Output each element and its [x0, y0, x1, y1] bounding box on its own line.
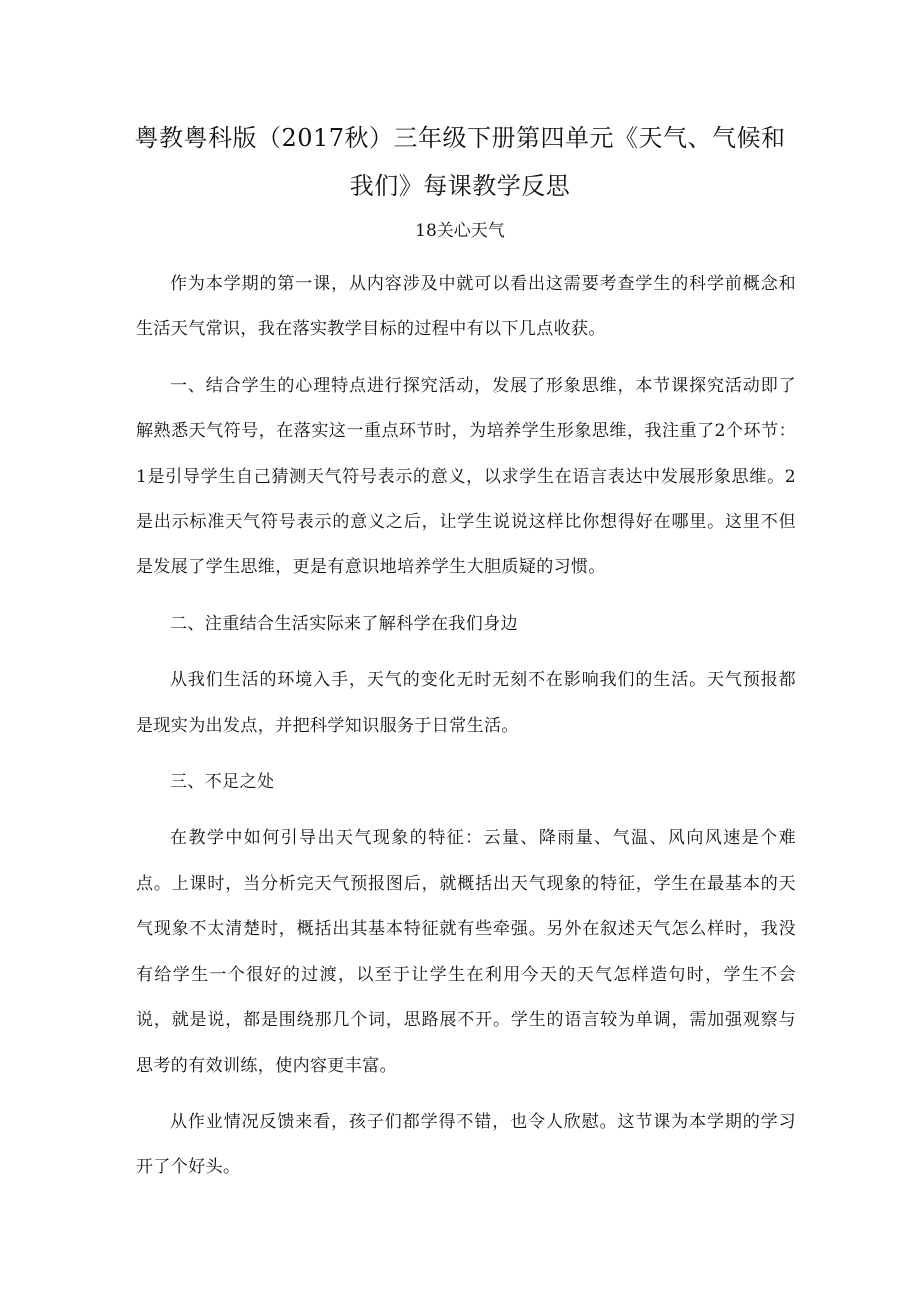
- paragraph-intro: 作为本学期的第一课，从内容涉及中就可以看出这需要考查学生的科学前概念和生活天气常识，我在落实教学目标的过程中有以下几点收获。: [136, 274, 796, 340]
- title-line-2: 我们》每课教学反思: [349, 172, 571, 200]
- paragraph-point-3: 在教学中如何引导出天气现象的特征：云量、降雨量、气温、风向风速是个难点。上课时，当分析完天气预报图后，就概括出天气现象的特征，学生在最基本的天气现象不太清楚时，概括出其基本特征就有些牵强。另外在叙述天气怎么样时，我没有给学生一个很好的过渡，以至于让学生在利用今天的天气怎样造句时，学生不会说，就是说，都是围绕那几个词，思路展不开。学生的语言较为单调，需加强观察与思考的有效训练，使内容更丰富。: [136, 828, 796, 1076]
- paragraph-point-2: 从我们生活的环境入手，天气的变化无时无刻不在影响我们的生活。天气预报都是现实为出发点，并把科学知识服务于日常生活。: [136, 670, 796, 736]
- title-line-1: 粤教粤科版（2017秋）三年级下册第四单元《天气、气候和: [134, 124, 786, 152]
- paragraph-conclusion: 从作业情况反馈来看，孩子们都学得不错，也令人欣慰。这节课为本学期的学习开了个好头。: [136, 1111, 796, 1178]
- paragraph-point-1: 一、结合学生的心理特点进行探究活动，发展了形象思维，本节课探究活动即了解熟悉天气符号，在落实这一重点环节时，为培养学生形象思维，我注重了2个环节：1是引导学生自己猜测天气符号表示的意义，以求学生在语言表达中发展形象思维。2是出示标准天气符号表示的意义之后，让学生说说这样比你想得好在哪里。这里不但是发展了学生思维，更是有意识地培养学生大胆质疑的习惯。: [136, 375, 796, 578]
- lesson-title: 18关心天气: [415, 221, 505, 241]
- document-title: [100, 114, 820, 210]
- heading-point-3: 三、不足之处: [170, 772, 275, 793]
- heading-point-2: 二、注重结合生活实际来了解科学在我们身边: [170, 613, 518, 634]
- document-body: [136, 262, 796, 1202]
